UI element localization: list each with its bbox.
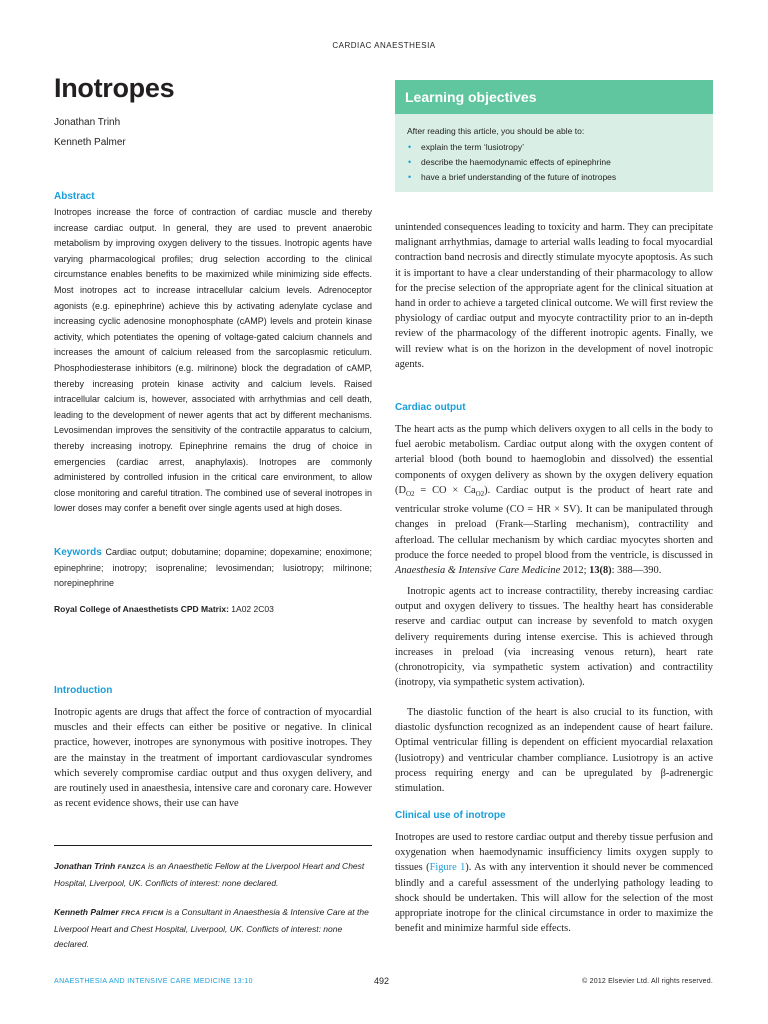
figure-1-link[interactable]: Figure 1 <box>429 862 466 874</box>
abstract-text: Inotropes increase the force of contraction of cardiac muscle and thereby increase cardiac output. In general, they are used to prevent anaerobic metabolism by improving oxygen delivery to the tissues. Inotropic agents have varying pharmacological profiles; drug selection according to the clinical circumstance enables benefits to be maximized while minimizing side effects. Most inotropes act to increase intracellular calcium levels. Adrenoceptor agonists (e.g. epinephrine) achieve this by activating adenylate cyclase and increasing cyclic adenosine monophosphate (cAMP) levels and protein kinase activity, which potentiates the opening of voltage-gated calcium channels and increases the amount of calcium released from the sarcoplasmic reticulum. Phosphodiesterase inhibitors (e.g. milrinone) block the degradation of cAMP, thereby increasing protein kinase activity and calcium levels. Raised intracellular calcium is, however, associated with arrhythmias and cell death, leading to the development of newer agents that act by different mechanisms. Levosimendan improves the sensitivity of the contractile apparatus to calcium, thereby increasing inotropy. Epinephrine remains the drug of choice in emergencies (cardiac arrest, anaphylaxis). Inotropes are commonly administered by controlled infusion in the critical care environment, to allow close monitoring and careful titration. The combined use of several inotropes in lower doses may confer a benefit over single agents used at high doses. <box>54 207 372 514</box>
author-name: Jonathan Trinh <box>54 117 121 128</box>
page-number: 492 <box>374 976 390 986</box>
introduction-heading: Introduction <box>54 685 113 696</box>
journal-citation: Anaesthesia & Intensive Care Medicine <box>395 564 561 576</box>
footer-journal: ANAESTHESIA AND INTENSIVE CARE MEDICINE 13:10 <box>54 978 253 985</box>
footer-copyright: © 2012 Elsevier Ltd. All rights reserved. <box>582 978 713 985</box>
author-footnote <box>54 905 372 953</box>
footnote-credentials: FRCA FFICM <box>121 910 164 917</box>
running-head: CARDIAC ANAESTHESIA <box>332 41 436 50</box>
learning-objectives-box <box>395 80 713 192</box>
cpd-matrix <box>54 604 372 614</box>
bullet-icon: • <box>408 157 412 167</box>
cardiac-output-heading: Cardiac output <box>395 402 466 413</box>
footnote-author-name: Jonathan Trinh <box>54 861 116 871</box>
bullet-icon: • <box>408 142 412 152</box>
author-name: Kenneth Palmer <box>54 137 126 148</box>
cpd-label: Royal College of Anaesthetists CPD Matrix: <box>54 604 229 614</box>
cpd-codes: 1A02 2C03 <box>231 604 274 614</box>
learning-objective-item <box>407 170 616 185</box>
cardiac-output-paragraph: The diastolic function of the heart is also crucial to its function, with diastolic dysfunction recognized as an independent cause of heart failure. Optimal ventricular filling is dependent on efficient myocardial relaxation (lusiotropy) and ventricular chamber compliance. Lusiotropy is an active process requiring energy and can be upregulated by β-adrenergic stimulation. <box>395 707 713 795</box>
keywords <box>54 545 372 592</box>
footnote-author-name: Kenneth Palmer <box>54 907 119 917</box>
footnote-credentials: FANZCA <box>117 864 146 871</box>
learning-objective-text: have a brief understanding of the future of inotropes <box>421 172 617 182</box>
author-footnote <box>54 859 372 891</box>
introduction-text: Inotropic agents are drugs that affect the force of contraction of myocardial muscles and their effects can either be positive or negative. In clinical practice, however, inotropes are synonymous with positive inotropes. They are the mainstay in the treatment of important cardiovascular syndromes which severely compromise cardiac output and thus oxygen delivery, and are routinely used in anaesthesia, intensive care and coronary care. However as recent evidence shows, their use can have <box>54 707 372 810</box>
keywords-text: Cardiac output; dobutamine; dopamine; dopexamine; enoximone; epinephrine; inotropy; isoprenaline; levosimendan; lusiotropy; milrinone; norepinephrine <box>54 547 372 589</box>
learning-objectives-heading: Learning objectives <box>395 80 713 114</box>
keywords-label: Keywords <box>54 547 102 558</box>
footnote-text: is an Anaesthetic Fellow at the Liverpool Heart and Chest Hospital, Liverpool, UK. Conflicts of interest: none declared. <box>54 861 365 888</box>
cardiac-output-paragraph: The heart acts as the pump which delivers oxygen to all cells in the body to fuel aerobic metabolism. Cardiac output along with the oxygen content of arterial blood (both bound to haemoglobin and dissolved) the essential components of oxygen delivery as shown by the oxygen delivery equation ($D_{O2}$ = CO × $Ca_{O2}$). Cardiac output is the product of heart rate and ventricular stroke volume (CO = HR × SV). It can be manipulated through changes in preload (Frank—Starling mechanism), contractility and afterload. The cellular mechanism by which cardiac myocytes shorten and produce the force needed to propel blood from the ventricle, is discussed in Anaesthesia & Intensive Care Medicine 2012; 13(8): 388—390. <box>395 424 713 576</box>
learning-objectives-intro: After reading this article, you should be able to: <box>407 126 585 136</box>
learning-objective-item <box>407 140 616 155</box>
learning-objectives-list <box>407 140 616 185</box>
cardiac-output-paragraph: Inotropic agents act to increase contractility, thereby increasing cardiac output and oxygen delivery to tissues. The healthy heart has considerable reserve and cardiac output can increase by sevenfold to match oxygen delivery requirements during intense exercise. This is achieved through increases in preload (via increasing venous return), heart rate (chronotropicity, via sympathetic system activation) and contractility (inotropy, via sympathetic system activation). <box>395 586 713 689</box>
learning-objective-text: describe the haemodynamic effects of epinephrine <box>421 157 611 167</box>
clinical-use-heading: Clinical use of inotrope <box>395 810 506 821</box>
bullet-icon: • <box>408 172 412 182</box>
learning-objective-item <box>407 155 616 170</box>
footnote-text: is a Consultant in Anaesthesia & Intensive Care at the Liverpool Heart and Chest Hospital, Liverpool, UK. Conflicts of interest: none declared. <box>54 907 369 949</box>
clinical-use-paragraph: Inotropes are used to restore cardiac output and thereby tissue perfusion and oxygenation when haemodynamic insufficiency limits oxygen supply to tissues (Figure 1). As with any intervention it should never be commenced blindly and a careful assessment of the underlying pathology leading to shock should be undertaken. This will allow for the selection of the most appropriate inotrope for the clinical circumstance in order to maximize the benefit and minimize harmful side effects. <box>395 832 713 935</box>
learning-objective-text: explain the term ‘lusiotropy’ <box>421 142 524 152</box>
abstract-heading: Abstract <box>54 191 95 202</box>
footnote-divider <box>54 845 372 846</box>
introduction-continued-text: unintended consequences leading to toxicity and harm. They can precipitate malignant arrhythmias, damage to arterial walls leading to focal myocardial contraction band necrosis and directly stimulate myocyte apoptosis. As such it is important to have a clear understanding of their pharmacology to allow for the precise selection of the appropriate agent for the clinical situation at hand in order to achieve a targeted clinical outcome. We will first review the physiology of cardiac output and myocyte contractility prior to an in-depth review of the pharmacology of the different inotropic agents. Finally, we will review what is on the horizon in the development of novel inotropic agents. <box>395 222 713 370</box>
article-title: Inotropes <box>54 73 175 103</box>
